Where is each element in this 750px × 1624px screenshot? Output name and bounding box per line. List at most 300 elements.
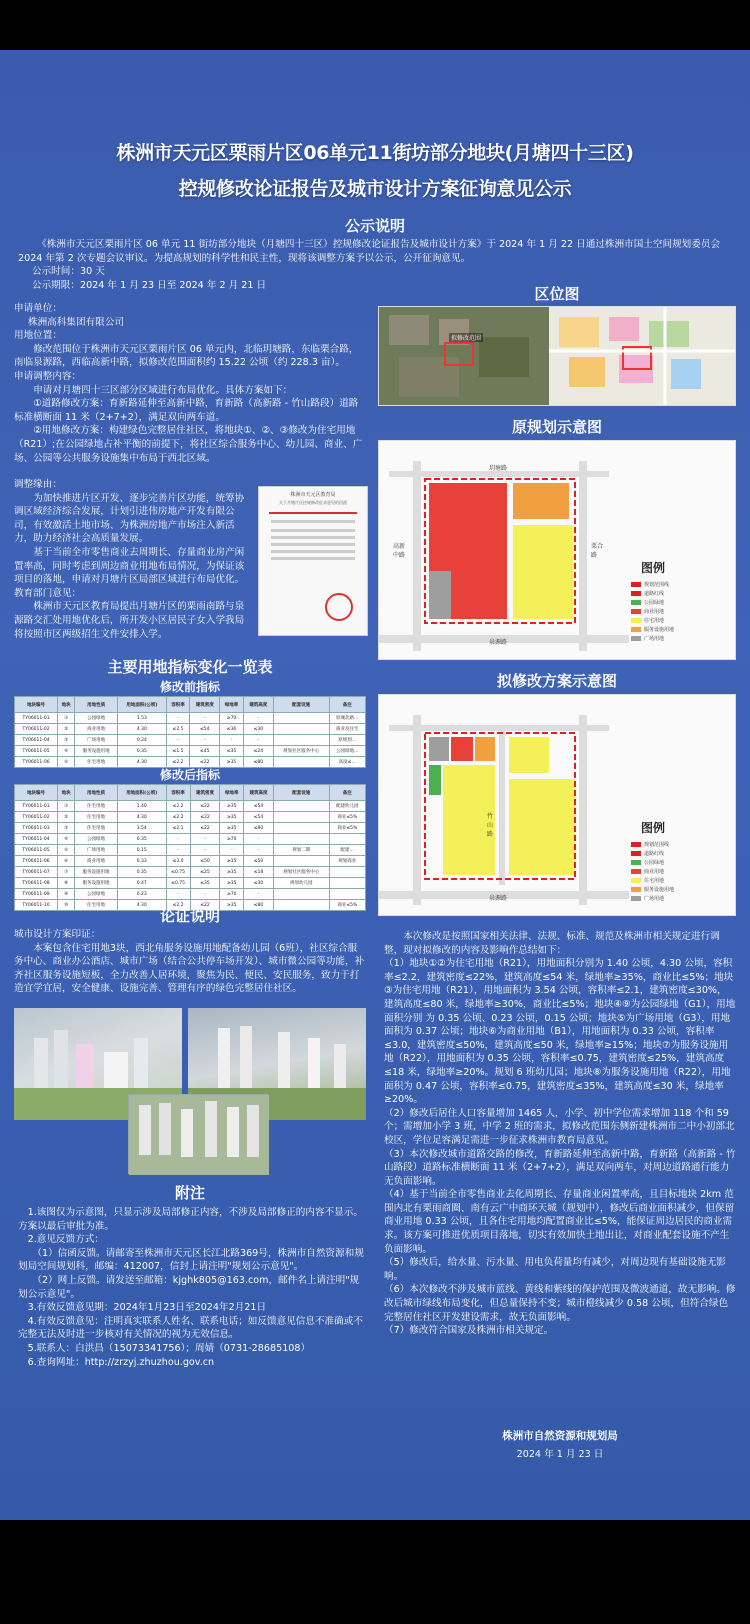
- table-cell: 0.47: [117, 878, 166, 889]
- reason-block: [14, 478, 252, 641]
- legend-swatch: [631, 878, 641, 883]
- design-heading: 论证说明: [159, 907, 220, 925]
- legend-label: 广场用地: [644, 636, 665, 642]
- table-row: [15, 746, 366, 757]
- table-cell: TY06011-08: [15, 878, 58, 889]
- table-cell: ≥35: [220, 867, 244, 878]
- legend-swatch: [631, 842, 641, 847]
- original-plan-heading: 原规划示意图: [511, 418, 602, 436]
- table-cell: 配建幼儿园: [329, 801, 365, 812]
- table-cell: TY06011-05: [15, 746, 58, 757]
- table-cell: [273, 889, 329, 900]
- table-cell: 1.40: [117, 801, 166, 812]
- table-row: [15, 735, 366, 746]
- location-map: [378, 306, 736, 406]
- proposed-plan-heading: 拟修改方案示意图: [496, 672, 617, 690]
- content-2: ①道路修改方案：育新路延伸至高新中路，育新路（高新路 - 竹山路段）道路标准横断面 11 米（2+7+2），满足双向两车道。: [14, 398, 359, 423]
- table-cell: 规划商业: [329, 856, 365, 867]
- table-cell: 商业用地: [75, 724, 118, 735]
- rendering-3: [128, 1094, 268, 1174]
- table-cell: 商业用地: [75, 856, 118, 867]
- location-map-heading: 区位图: [534, 285, 580, 303]
- table-cell: 公园绿地: [75, 713, 118, 724]
- table-header-cell: 绿地率: [220, 785, 244, 801]
- table-cell: -: [243, 713, 273, 724]
- table-cell: ≤50: [244, 856, 274, 867]
- table-row: [15, 889, 366, 900]
- table-cell: 住宅用地: [75, 801, 118, 812]
- table-cell: [329, 878, 365, 889]
- table-cell: ≥70: [220, 713, 244, 724]
- table-cell: [273, 801, 329, 812]
- after-table-wrap: [14, 784, 366, 911]
- legend-label: 道路红线: [644, 851, 665, 857]
- appendix-item2-1: （1）信函反馈。请邮寄至株洲市天元区长江北路369号，株洲市自然资源和规划局空间规划科，邮编：412007，信封上请注明"规划公示意见"。: [18, 1247, 364, 1273]
- table-cell: ②: [58, 812, 75, 823]
- table-cell: 0.35: [117, 834, 166, 845]
- table-cell: 配建…: [329, 845, 365, 856]
- table-cell: ④: [58, 834, 75, 845]
- table-cell: [273, 713, 329, 724]
- table-cell: ≤2.2: [166, 812, 190, 823]
- applicant-label: 申请单位：: [14, 303, 62, 314]
- table-row: [15, 724, 366, 735]
- legend-label: 服务设施用地: [644, 887, 675, 893]
- table-cell: ≤0.75: [166, 878, 190, 889]
- table-cell: ≤22: [190, 823, 220, 834]
- table-header-cell: 地块编号: [15, 697, 58, 713]
- before-heading: 修改前指标: [159, 680, 220, 694]
- edu-opinion: 株洲市天元区教育局提出月塘片区的栗雨南路与泉源路交汇处用地优化后，所开发小区居民子女入学我局将按照市区两级招生文件安排入学。: [14, 601, 245, 640]
- table-row: [15, 845, 366, 856]
- design-label: 城市设计方案印证：: [14, 929, 101, 940]
- table-cell: ≤22: [190, 801, 220, 812]
- location-value: 修改范围位于株洲市天元区栗雨片区 06 单元内，北临玥塘路，东临栗合路，南临泉源路，西临高新中路，拟修改范围面积约 15.22 公顷（约 228.3 亩）。: [14, 343, 359, 369]
- table-cell: ≤30: [244, 878, 274, 889]
- table-cell: ≥70: [220, 834, 244, 845]
- table-header-cell: 用地性质: [75, 785, 118, 801]
- table-cell: ≤1.5: [166, 746, 190, 757]
- table-cell: 商业≤5%: [329, 900, 365, 911]
- table-cell: ≤50: [190, 856, 220, 867]
- appendix-item2: 2.意见反馈方式：: [27, 1234, 104, 1246]
- table-cell: ≤2.5: [166, 724, 190, 735]
- original-road-right: 栗合路: [591, 543, 604, 559]
- table-cell: -: [244, 889, 274, 900]
- after-heading: 修改后指标: [159, 768, 220, 782]
- legend-swatch: [631, 591, 641, 596]
- table-cell: -: [243, 735, 273, 746]
- table-cell: ⑦: [58, 867, 75, 878]
- table-cell: 0.15: [117, 845, 166, 856]
- left-info: [14, 302, 366, 465]
- legend-item: [631, 599, 731, 606]
- appendix-block: [18, 1206, 366, 1369]
- legend-label: 商业用地: [644, 869, 665, 875]
- appendix-heading: 附注: [174, 1184, 205, 1202]
- page-title-line2: 控规修改论证报告及城市设计方案征询意见公示: [178, 178, 572, 200]
- legend-item: [631, 608, 731, 615]
- table-cell: ≤22: [190, 812, 220, 823]
- table-cell: TY06011-06: [15, 757, 58, 768]
- table-cell: -: [190, 735, 220, 746]
- applicant-value: 株洲高科集团有限公司: [28, 316, 124, 328]
- table-header-cell: 配套设施: [273, 697, 329, 713]
- legend-swatch: [631, 636, 641, 641]
- table-cell: ⑩: [58, 900, 75, 911]
- table-cell: ≥70: [220, 889, 244, 900]
- table-cell: 1.53: [118, 713, 167, 724]
- table-cell: -: [166, 735, 190, 746]
- table-cell: ≤35: [220, 746, 244, 757]
- table-header-cell: 地块: [58, 697, 75, 713]
- table-cell: ≥35: [220, 812, 244, 823]
- legend-item: [631, 886, 731, 893]
- table-row: [15, 713, 366, 724]
- appendix-item3: 3.有效反馈意见期：2024年1月23日至2024年2月21日: [27, 1302, 267, 1314]
- explanation-point: （3）本次修改城市道路交路的修改，育新路延伸至高新中路，育新路（高新路 - 竹山路段）道路标准横断面 11 米（2+7+2），满足双向两车，对周边道路通行能力无负面影响。: [384, 1148, 736, 1187]
- poster: [0, 50, 750, 1520]
- table-cell: ≤25: [190, 867, 220, 878]
- table-header-cell: 配套设施: [273, 785, 329, 801]
- table-cell: 广场用地: [75, 735, 118, 746]
- table-cell: ≥35: [220, 900, 244, 911]
- table-cell: ≤54: [190, 724, 220, 735]
- reason-2: 基于当前全市零售商业去周期长、存量商业房产闲置率高，同时考虑到周边商业用地布局情况，为保证该项目的落地，申请对月塘片区局部区域进行布局优化。: [14, 546, 245, 586]
- table-cell: ≤30: [243, 724, 273, 735]
- legend-swatch: [631, 600, 641, 605]
- legend-label: 道路红线: [644, 591, 665, 597]
- table-header-cell: 绿地率: [220, 697, 244, 713]
- table-cell: 0.24: [118, 735, 167, 746]
- signature: 株洲市自然资源和规划局: [502, 1430, 618, 1442]
- table-row: [15, 801, 366, 812]
- legend-label: 住宅用地: [644, 618, 665, 624]
- table-cell: ≤22: [190, 757, 220, 768]
- table-cell: 住宅用地: [75, 812, 118, 823]
- table-cell: 服务设施用地: [75, 878, 118, 889]
- original-legend-list: [631, 581, 731, 644]
- table-cell: 4.30: [117, 812, 166, 823]
- table-header-cell: 地块编号: [15, 785, 58, 801]
- notice-period-dates: 公示期限：2024 年 1 月 23 日至 2024 年 2 月 21 日: [32, 279, 267, 291]
- table-cell: ②: [58, 724, 75, 735]
- table-cell: [329, 889, 365, 900]
- table-header-cell: 容积率: [166, 785, 190, 801]
- table-header-cell: 用地性质: [75, 697, 118, 713]
- table-cell: -: [220, 735, 244, 746]
- table-cell: ≤2.1: [166, 823, 190, 834]
- table-cell: ≤36: [220, 724, 244, 735]
- legend-label: 公园绿地: [644, 600, 665, 606]
- original-plan-map: [378, 440, 736, 660]
- table-cell: 规划幼儿园: [273, 878, 329, 889]
- table-header-cell: 建筑高度: [244, 785, 274, 801]
- legend-item: [631, 850, 731, 857]
- table-cell: 住宅用地: [75, 757, 118, 768]
- legend-item: [631, 617, 731, 624]
- original-road-left: 高新中路: [393, 543, 406, 559]
- explanation-point: （5）修改后，给水量、污水量、用电负荷量均有减少，对周边现有基础设施无影响。: [384, 1257, 726, 1282]
- table-cell: TY06011-04: [15, 834, 58, 845]
- original-legend-title: 图例: [641, 561, 666, 575]
- legend-swatch: [631, 609, 641, 614]
- table-cell: ≤2.2: [166, 757, 190, 768]
- table-cell: TY06011-05: [15, 845, 58, 856]
- table-cell: -: [166, 713, 190, 724]
- table-cell: TY06011-01: [15, 713, 58, 724]
- table-cell: -: [166, 834, 190, 845]
- table-cell: TY06011-04: [15, 735, 58, 746]
- table-row: [15, 867, 366, 878]
- legend-swatch: [631, 869, 641, 874]
- table-cell: 0.23: [117, 889, 166, 900]
- table-cell: ①: [58, 713, 75, 724]
- table-cell: 规划社区服务中心: [273, 867, 329, 878]
- table-cell: ≤18: [244, 867, 274, 878]
- reason-1: 为加快推进片区开发、逐步完善片区功能，统筹协调区域经济综合发展，计划引进伟房地产开发有限公司，有效激活土地市场、为株洲房地产市场注入新活力，助力经济社会高质量发展。: [14, 492, 245, 545]
- signature-date: 2024 年 1 月 23 日: [516, 1449, 604, 1460]
- appendix-item6: 6.查询网址：http://zrzyj.zhuzhou.gov.cn: [27, 1356, 215, 1368]
- table-header-cell: 备注: [329, 697, 366, 713]
- original-road-bottom: 泉源路: [489, 639, 508, 646]
- table-cell: ≥35: [220, 757, 244, 768]
- table-cell: 服务设施用地: [75, 867, 118, 878]
- table-cell: 住宅用地: [75, 823, 118, 834]
- table-cell: 规划二期: [273, 845, 329, 856]
- table-header-cell: 建筑密度: [190, 785, 220, 801]
- table-cell: ④: [58, 746, 75, 757]
- table-cell: [273, 856, 329, 867]
- table-cell: ≤35: [190, 878, 220, 889]
- table-row: [15, 834, 366, 845]
- legend-swatch: [631, 887, 641, 892]
- table-header-cell: 建筑密度: [190, 697, 220, 713]
- table-cell: [273, 823, 329, 834]
- proposed-road-bottom: 泉源路: [489, 895, 508, 902]
- legend-item: [631, 895, 731, 902]
- legend-label: 商业用地: [644, 609, 665, 615]
- table-cell: [329, 867, 365, 878]
- proposed-plan-map: [378, 694, 736, 916]
- appendix-item1: 1.该图仅为示意图，只显示涉及局部修正内容，不涉及局部修正的内容不显示。方案以最后审批为准。: [18, 1207, 363, 1232]
- explanation-point: （6）本次修改不涉及城市蓝线、黄线和紫线的保护范围及微波通道，故无影响。修改后城市绿线布局变化，但总量保持不变；城市橙线减少 0.58 公顷，但符合绿色完整居住社区开发建设需求，故无负面影响。: [384, 1284, 736, 1323]
- table-row: [15, 812, 366, 823]
- explanation-point: （1）地块①②为住宅用地（R21），用地面积分别为 1.40 公顷，4.30 公顷，容积率≤2.2，建筑密度≤22%，建筑高度≤54 米，绿地率≥35%，商业比≤5%；地块③为住宅用地（R21），用地面积为 3.54 公顷，容积率≤2.1，建筑密度≤30%，建筑高度≤80 米，绿地率≥30%，商业比≤5%；地块④⑨为公园绿地（G1），用地面积分别 为 0.35 公顷、0.23 公顷，0.15 公顷；地块⑤为广场用地（G3），用地面积为 0.37 公顷；地块⑥为商业用地（B1），用地面积为 0.33 公顷，容积率≤3.0，建筑密度≤50%，建筑高度≤50 米，绿地率≥15%；地块⑦为服务设施用地（R22），用地面积为 0.35 公顷，容积率≤0.75，建筑密度≤25%，建筑高度≤18 米，绿地率≥20%。规划 6 班幼儿园；地块⑧为服务设施用地（R22），用地面积为 0.47 公顷，容积率≤0.75，建筑密度≤35%，建筑高度≤30 米，绿地率≥20%。: [384, 958, 736, 1106]
- table-cell: TY06011-02: [15, 724, 58, 735]
- location-map-label: 拟修改范围: [451, 335, 482, 342]
- table-cell: ≥35: [220, 801, 244, 812]
- table-cell: ⑤: [58, 845, 75, 856]
- table-cell: [329, 834, 365, 845]
- legend-item: [631, 841, 731, 848]
- table-header-cell: 容积率: [166, 697, 190, 713]
- explanation-point: （4）基于当前全市零售商业去化周期长、存量商业闲置率高，且目标地块 2km 范围内北有栗雨商圈、南有云广中商环天城（规划中），修改后商业面积减少，但保留商业用地 0.33 公顷，且各住宅用地均配置商业比≤5%，能保证周边居民的商业需求。该方案可推进优质项目落地，切实有效加快土地出让，对商业配套设施不产生负面影响。: [384, 1189, 735, 1255]
- appendix-item4: 4.有效反馈意见：注明真实联系人姓名、联系电话；如反馈意见信息不准确或不完整无法及时进一步核对有关情况的视为无效信息。: [18, 1315, 363, 1341]
- design-body: 本案包含住宅用地3块，西北角服务设施用地配备幼儿园（6班），社区综合服务中心、商业办公酒店、城市广场（结合公共停车场开发）、城市微公园等功能，补齐社区服务设施短板，全力改善人居环境，聚焦为民、便民、安民服务，致力于打造宜学宜居，安全健康、设施完善、管理有序的绿色完整居住社区。: [14, 942, 365, 995]
- table-cell: ≤54: [244, 812, 274, 823]
- table-cell: ⑤: [58, 757, 75, 768]
- table-cell: 公园绿地…: [329, 746, 366, 757]
- notice-heading: 公示说明: [344, 217, 405, 235]
- table-cell: 原城北路…: [329, 713, 366, 724]
- explanation-block: [384, 930, 736, 1338]
- indicators-heading: 主要用地指标变化一览表: [107, 658, 273, 676]
- table-cell: 4.30: [118, 724, 167, 735]
- legend-item: [631, 626, 731, 633]
- table-cell: ≤24: [243, 746, 273, 757]
- proposed-road-mid: 竹山路: [487, 813, 494, 838]
- table-cell: -: [244, 834, 274, 845]
- table-cell: TY06011-01: [15, 801, 58, 812]
- table-cell: 公园绿地: [75, 834, 118, 845]
- legend-item: [631, 868, 731, 875]
- table-cell: 公园绿地: [75, 889, 118, 900]
- content-label: 申请调整内容：: [14, 370, 82, 382]
- table-cell: 0.33: [117, 856, 166, 867]
- proposed-legend-list: [631, 841, 731, 904]
- table-cell: 高度≤…: [329, 757, 366, 768]
- legend-swatch: [631, 860, 641, 865]
- table-cell: ≤2.2: [166, 900, 190, 911]
- legend-label: 规划范围线: [644, 582, 670, 588]
- table-cell: ≤80: [243, 757, 273, 768]
- table-cell: -: [166, 845, 190, 856]
- edu-letter-sub: 关于月塘片区控规修改征求意见的回函: [279, 500, 347, 505]
- notice-intro-text: 《株洲市天元区栗雨片区 06 单元 11 街坊部分地块（月塘四十三区）控规修改论证报告及城市设计方案》于 2024 年 1 月 22 日通过株洲市国土空间规划委员会 2024 年第 2 次专题会议审议。为提高规划的科学性和民主性，现将该调整方案予以公示，公开征询意见。: [18, 239, 721, 264]
- table-cell: ≤54: [244, 801, 274, 812]
- location-label: 用地位置：: [14, 330, 62, 342]
- table-cell: ≤80: [244, 900, 274, 911]
- appendix-item2-2: （2）网上反馈。请发送至邮箱：kjghk805@163.com，邮件名上请注明"规划公示意见"。: [18, 1274, 360, 1300]
- legend-label: 广场用地: [644, 896, 665, 902]
- legend-swatch: [631, 896, 641, 901]
- content-3: ②用地修改方案：构建绿色完整居住社区，将地块①、②、③修改为住宅用地（R21）;在公园绿地占补平衡的前提下，将社区综合服务中心、幼儿园、商业、广场、公园等公共服务设施集中布局于西北区域。: [14, 425, 363, 464]
- content-1: 申请对月塘四十三区部分区域进行布局优化。具体方案如下：: [33, 384, 293, 396]
- table-cell: TY06011-09: [15, 889, 58, 900]
- table-cell: -: [166, 889, 190, 900]
- table-cell: -: [190, 713, 220, 724]
- table-header-cell: 备注: [329, 785, 365, 801]
- table-row: [15, 823, 366, 834]
- explanation-intro: 本次修改是按照国家相关法律、法规、标准、规范及株洲市相关规定进行调整，现对拟修改的内容及影响作总结如下：: [384, 931, 720, 956]
- table-cell: ≥35: [220, 878, 244, 889]
- explanation-point: （7）修改符合国家及株洲市相关规定。: [384, 1325, 554, 1337]
- table-cell: 广场用地: [75, 845, 118, 856]
- legend-swatch: [631, 618, 641, 623]
- table-cell: ≤0.75: [166, 867, 190, 878]
- table-cell: ≤3.0: [166, 856, 190, 867]
- legend-item: [631, 859, 731, 866]
- table-cell: ⑧: [58, 878, 75, 889]
- table-cell: [273, 834, 329, 845]
- edu-letter-image: [258, 486, 368, 636]
- table-row: [15, 856, 366, 867]
- legend-label: 规划范围线: [644, 842, 670, 848]
- table-cell: 商业≤5%: [329, 823, 365, 834]
- table-cell: TY06011-07: [15, 867, 58, 878]
- legend-label: 公园绿地: [644, 860, 665, 866]
- seal-icon: [325, 593, 353, 621]
- table-cell: ≤45: [190, 746, 220, 757]
- table-cell: 3.54: [117, 823, 166, 834]
- legend-swatch: [631, 627, 641, 632]
- table-cell: 0.35: [118, 746, 167, 757]
- table-cell: 服务设施用地: [75, 746, 118, 757]
- table-cell: ≥15: [220, 856, 244, 867]
- table-cell: ③: [58, 823, 75, 834]
- table-cell: 0.35: [117, 867, 166, 878]
- table-cell: -: [244, 845, 274, 856]
- after-table: [14, 784, 366, 911]
- design-block: [14, 928, 366, 996]
- edu-label: 教育部门意见：: [14, 587, 82, 599]
- legend-item: [631, 581, 731, 588]
- table-header-cell: 地块: [58, 785, 75, 801]
- table-cell: ①: [58, 801, 75, 812]
- table-cell: ≤2.2: [166, 801, 190, 812]
- table-header-cell: 用地面积(公顷): [117, 785, 166, 801]
- table-cell: -: [190, 834, 220, 845]
- original-road-top: 玥塘路: [489, 465, 508, 472]
- explanation-points: [384, 957, 736, 1338]
- table-cell: [273, 724, 329, 735]
- table-cell: -: [190, 889, 220, 900]
- legend-item: [631, 590, 731, 597]
- legend-label: 住宅用地: [644, 878, 665, 884]
- table-cell: TY06011-03: [15, 823, 58, 834]
- table-cell: TY06011-06: [15, 856, 58, 867]
- legend-item: [631, 877, 731, 884]
- table-cell: ⑥: [58, 856, 75, 867]
- table-cell: [273, 735, 329, 746]
- table-cell: 4.30: [118, 757, 167, 768]
- before-table: [14, 696, 366, 768]
- before-table-wrap: [14, 696, 366, 768]
- table-header-cell: 建筑高度: [243, 697, 273, 713]
- table-cell: ≤22: [190, 900, 220, 911]
- table-cell: 住宅用地: [75, 900, 118, 911]
- notice-period-time: 公示时间：30 天: [32, 266, 105, 278]
- table-cell: TY06011-10: [15, 900, 58, 911]
- table-cell: ≤80: [244, 823, 274, 834]
- table-cell: 商业及住宅: [329, 724, 366, 735]
- table-row: [15, 878, 366, 889]
- reason-label: 调整缘由：: [14, 479, 62, 490]
- table-cell: 商业≤5%: [329, 812, 365, 823]
- page-title-line1: 株洲市天元区栗雨片区06单元11街坊部分地块(月塘四十三区): [116, 142, 634, 164]
- table-cell: ③: [58, 735, 75, 746]
- legend-item: [631, 635, 731, 642]
- legend-label: 服务设施用地: [644, 627, 675, 633]
- proposed-legend-title: 图例: [641, 821, 666, 835]
- table-cell: -: [220, 845, 244, 856]
- table-cell: ≥35: [220, 823, 244, 834]
- table-cell: 原规划…: [329, 735, 366, 746]
- table-cell: ⑨: [58, 889, 75, 900]
- edu-letter-title: 株洲市天元区教育局: [290, 492, 336, 498]
- table-cell: 4.30: [117, 900, 166, 911]
- appendix-item5: 5.联系人：白洪昌（15073341756）；周婧（0731-28685108）: [27, 1342, 311, 1354]
- table-header-cell: 用地面积(公顷): [118, 697, 167, 713]
- legend-swatch: [631, 851, 641, 856]
- legend-swatch: [631, 582, 641, 587]
- table-cell: [273, 812, 329, 823]
- explanation-point: （2）修改后居住人口容量增加 1465 人，小学、初中学位需求增加 118 个和 59 个；需增加小学 3 班，中学 2 班的需求，拟修改范围东侧新建株洲市二中小初部北校区，学位足容满足需进一步征求株洲市教育局意见。: [384, 1107, 735, 1146]
- table-cell: TY06011-02: [15, 812, 58, 823]
- table-cell: -: [190, 845, 220, 856]
- table-cell: 规划社区服务中心: [273, 746, 329, 757]
